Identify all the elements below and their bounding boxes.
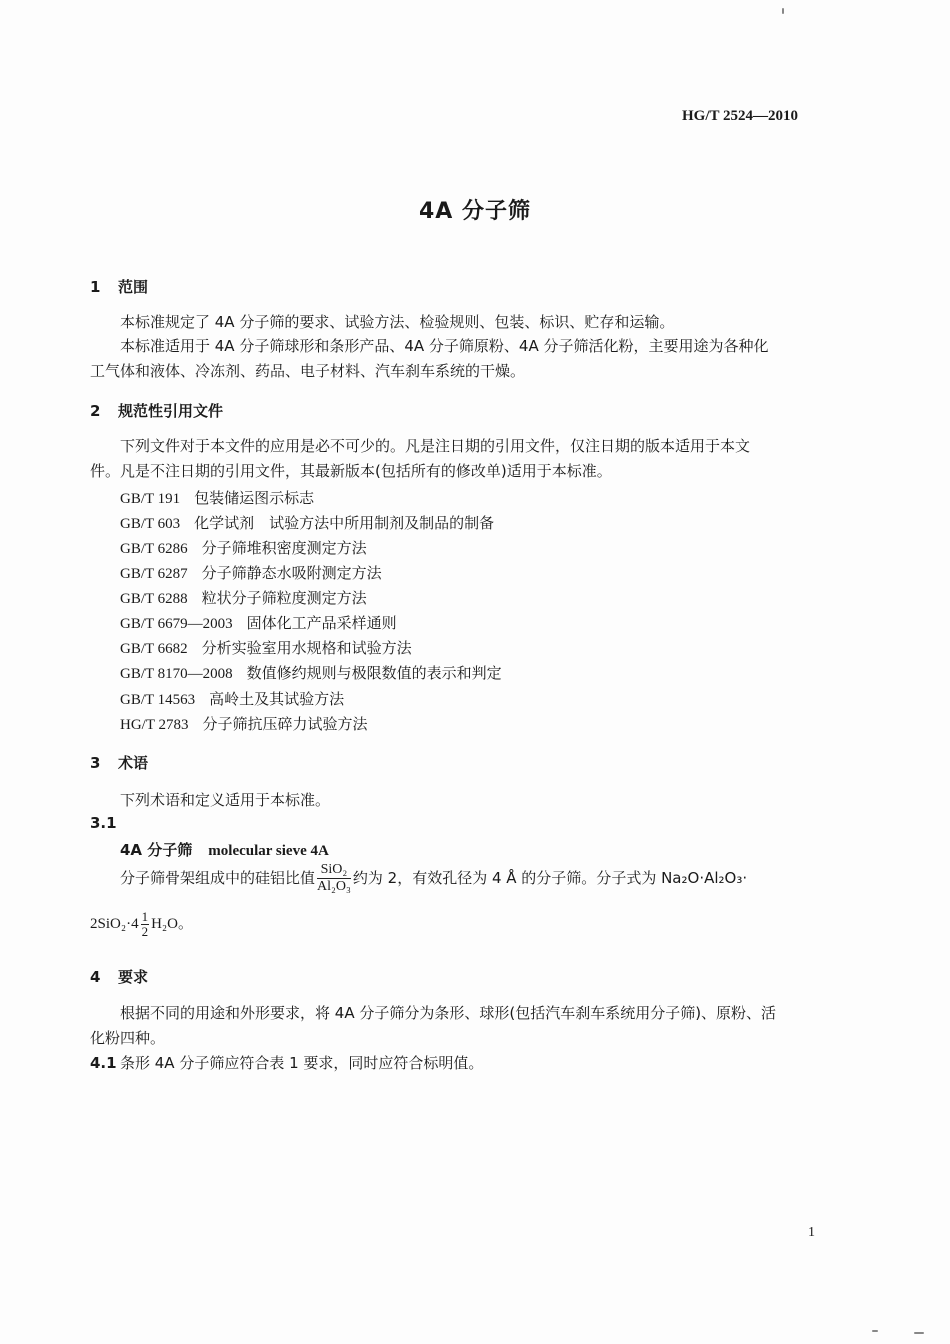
page-number: 1 (808, 1225, 815, 1240)
reference-item (120, 537, 367, 558)
section-3-heading (90, 752, 148, 773)
section-4-paragraph: 根据不同的用途和外形要求，将 4A 分子筛分为条形、球形(包括汽车刹车系统用分子筛)、原粉、活 (120, 1004, 777, 1022)
reference-code: HG/T 2783 (120, 717, 189, 733)
section-1-paragraph-1: 本标准规定了 4A 分子筛的要求、试验方法、检验规则、包装、标识、贮存和运输。 (120, 313, 675, 331)
section-2-title: 规范性引用文件 (118, 402, 224, 420)
reference-item (120, 662, 502, 683)
section-2-paragraph: 下列文件对于本文件的应用是必不可少的。凡是注日期的引用文件，仅注日期的版本适用于本文 (120, 437, 751, 455)
scan-speck (782, 8, 784, 14)
reference-item (120, 637, 412, 658)
formula-part-a: 2SiO₂·4 (90, 915, 139, 932)
term-definition (120, 862, 747, 895)
reference-code: GB/T 8170—2008 (120, 666, 233, 682)
reference-code: GB/T 14563 (120, 692, 196, 708)
subsection-4-1 (90, 1052, 483, 1073)
section-1-number: 1 (90, 278, 101, 296)
section-4-number: 4 (90, 968, 101, 986)
formula-part-b: H₂O。 (151, 915, 193, 932)
reference-name: 粒状分子筛粒度测定方法 (201, 589, 367, 607)
reference-name: 化学试剂 试验方法中所用制剂及制品的制备 (194, 514, 495, 532)
reference-code: GB/T 6286 (120, 541, 188, 557)
half-numerator: 1 (141, 909, 149, 924)
reference-code: GB/T 191 (120, 491, 181, 507)
term-entry (120, 839, 329, 860)
reference-code: GB/T 603 (120, 516, 181, 532)
reference-code: GB/T 6679—2003 (120, 616, 233, 632)
reference-item (120, 612, 397, 633)
reference-code: GB/T 6287 (120, 566, 188, 582)
subsection-4-1-text: 条形 4A 分子筛应符合表 1 要求，同时应符合标明值。 (120, 1054, 484, 1072)
reference-item (120, 713, 368, 734)
section-1-heading (90, 276, 148, 297)
reference-item (120, 587, 367, 608)
term-english: molecular sieve 4A (208, 843, 329, 859)
fraction-denominator: Al₂O₃ (317, 879, 351, 894)
definition-text-b: 约为 2，有效孔径为 4 Å 的分子筛。分子式为 Na₂O·Al₂O₃· (352, 869, 748, 887)
term-chinese: 4A 分子筛 (120, 841, 193, 859)
section-2-heading (90, 400, 223, 421)
definition-text-a: 分子筛骨架组成中的硅铝比值 (120, 869, 316, 887)
half-denominator: 2 (141, 924, 149, 939)
reference-code: GB/T 6682 (120, 641, 188, 657)
reference-name: 分子筛静态水吸附测定方法 (201, 564, 382, 582)
section-4-title: 要求 (118, 968, 149, 986)
section-4-heading (90, 966, 148, 987)
fraction-numerator: SiO₂ (317, 862, 351, 879)
section-1-paragraph-2-cont: 工气体和液体、冷冻剂、药品、电子材料、汽车刹车系统的干燥。 (90, 362, 526, 380)
silica-alumina-ratio (317, 862, 351, 895)
reference-name: 固体化工产品采样通则 (246, 614, 397, 632)
reference-name: 数值修约规则与极限数值的表示和判定 (246, 664, 502, 682)
section-1-title: 范围 (118, 278, 149, 296)
reference-name: 分子筛抗压碎力试验方法 (202, 715, 368, 733)
section-3-number: 3 (90, 754, 101, 772)
page-title: 4A 分子筛 (419, 199, 531, 224)
section-4-paragraph-cont: 化粉四种。 (90, 1029, 166, 1047)
molecular-formula (90, 910, 193, 939)
reference-name: 分析实验室用水规格和试验方法 (201, 639, 412, 657)
reference-item (120, 487, 314, 508)
scan-speck (872, 1330, 878, 1332)
section-1-paragraph-2: 本标准适用于 4A 分子筛球形和条形产品、4A 分子筛原粉、4A 分子筛活化粉，主要用途为各种化 (120, 337, 769, 355)
reference-item (120, 512, 494, 533)
half-fraction (141, 910, 150, 939)
reference-name: 高岭土及其试验方法 (209, 690, 345, 708)
reference-item (120, 688, 344, 709)
section-3-title: 术语 (118, 754, 149, 772)
reference-item (120, 562, 382, 583)
section-2-paragraph-cont: 件。凡是不注日期的引用文件，其最新版本(包括所有的修改单)适用于本标准。 (90, 462, 612, 480)
reference-code: GB/T 6288 (120, 591, 188, 607)
reference-name: 包装储运图示标志 (194, 489, 315, 507)
scan-speck (914, 1332, 924, 1334)
section-2-number: 2 (90, 402, 101, 420)
section-3-paragraph: 下列术语和定义适用于本标准。 (120, 791, 331, 809)
subsection-3-1-number: 3.1 (90, 814, 117, 832)
standard-code: HG/T 2524—2010 (682, 108, 798, 124)
subsection-4-1-number: 4.1 (90, 1054, 117, 1072)
reference-name: 分子筛堆积密度测定方法 (201, 539, 367, 557)
